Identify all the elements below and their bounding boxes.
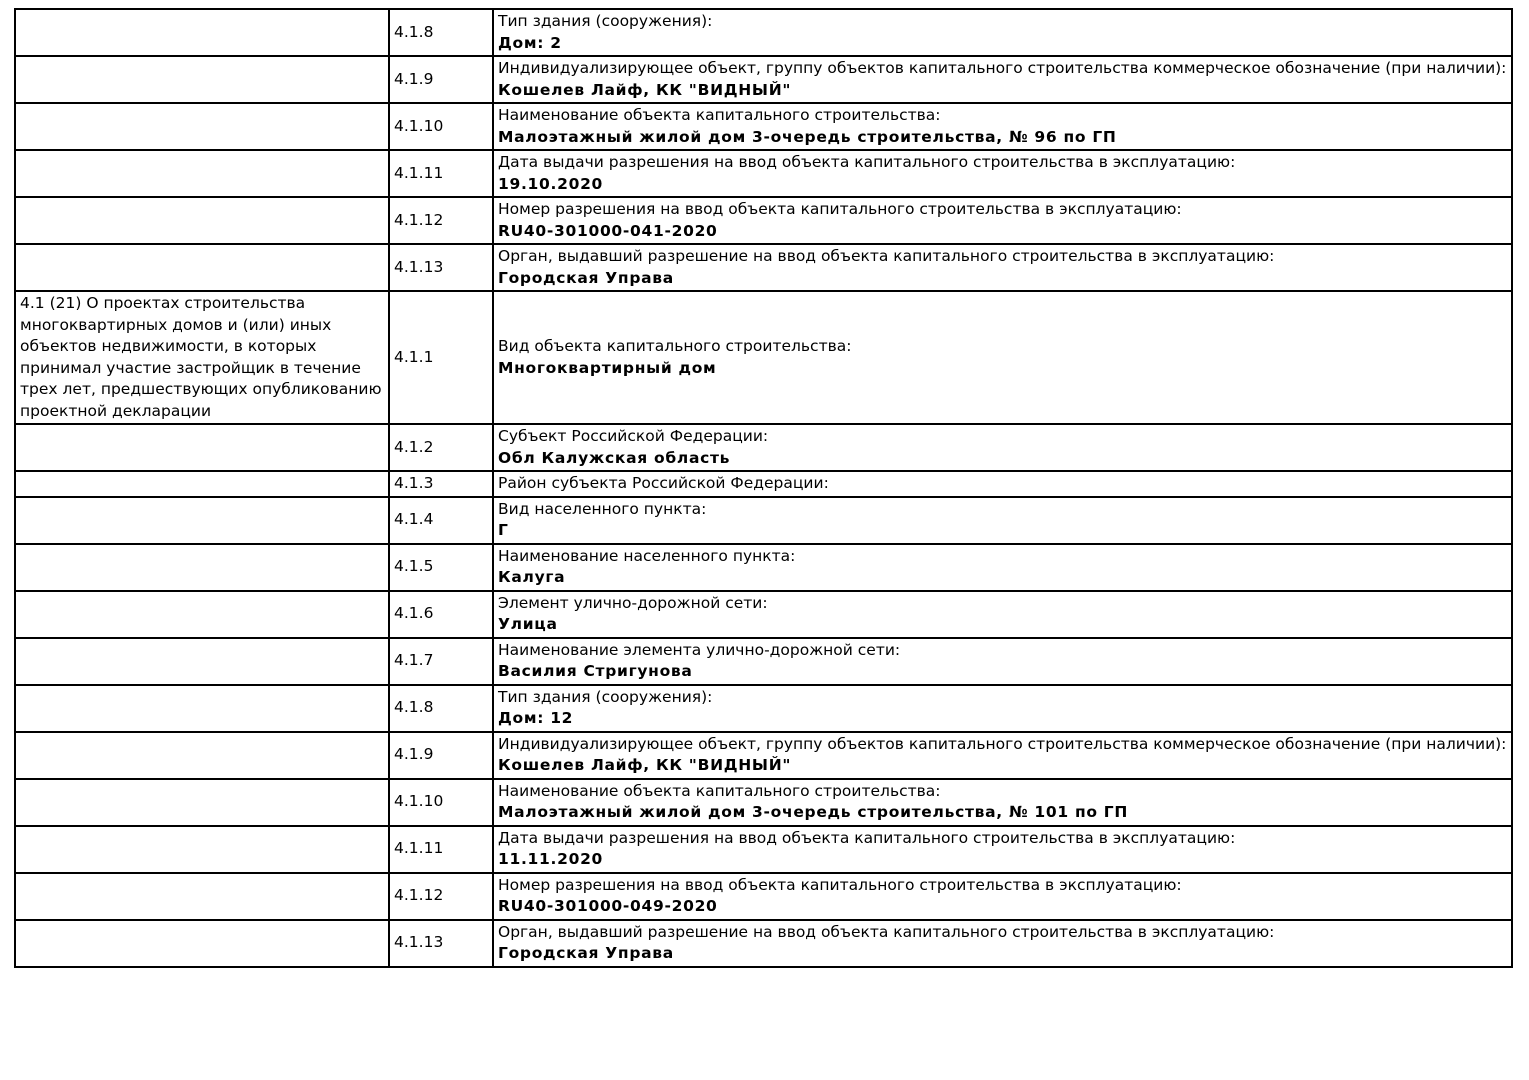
row-content-cell xyxy=(493,591,1512,638)
row-number-cell xyxy=(389,873,493,920)
row-number-cell xyxy=(389,244,493,291)
row-number: 4.1.2 xyxy=(394,437,434,456)
table-row xyxy=(15,732,1512,779)
row-number: 4.1.13 xyxy=(394,257,444,276)
section-cell xyxy=(15,544,389,591)
field-value: 19.10.2020 xyxy=(498,174,604,193)
row-number: 4.1.9 xyxy=(394,69,434,88)
table-row xyxy=(15,779,1512,826)
field-label: Дата выдачи разрешения на ввод объекта капитального строительства в эксплуатацию: xyxy=(498,828,1236,847)
row-number: 4.1.12 xyxy=(394,886,444,905)
row-content-cell xyxy=(493,873,1512,920)
section-cell xyxy=(15,497,389,544)
row-number: 4.1.5 xyxy=(394,557,434,576)
row-content-cell xyxy=(493,685,1512,732)
row-content-cell xyxy=(493,424,1512,471)
section-cell xyxy=(15,638,389,685)
field-value: Малоэтажный жилой дом 3-очередь строительства, № 96 по ГП xyxy=(498,127,1117,146)
table-row xyxy=(15,150,1512,197)
row-number-cell xyxy=(389,685,493,732)
row-number-cell xyxy=(389,497,493,544)
table-row xyxy=(15,103,1512,150)
row-content-cell xyxy=(493,103,1512,150)
section-cell xyxy=(15,244,389,291)
section-cell xyxy=(15,103,389,150)
row-number: 4.1.11 xyxy=(394,163,444,182)
table-row xyxy=(15,197,1512,244)
row-number-cell xyxy=(389,9,493,56)
row-number-cell xyxy=(389,471,493,497)
row-content-cell xyxy=(493,9,1512,56)
section-cell xyxy=(15,197,389,244)
row-content-cell xyxy=(493,150,1512,197)
row-content-cell xyxy=(493,732,1512,779)
table-row xyxy=(15,244,1512,291)
row-number: 4.1.7 xyxy=(394,651,434,670)
field-value: Городская Управа xyxy=(498,944,674,962)
section-cell xyxy=(15,150,389,197)
section-cell xyxy=(15,732,389,779)
table-row xyxy=(15,873,1512,920)
row-number: 4.1.12 xyxy=(394,210,444,229)
row-number-cell xyxy=(389,424,493,471)
field-value: Малоэтажный жилой дом 3-очередь строительства, № 101 по ГП xyxy=(498,803,1129,821)
field-value: Дом: 2 xyxy=(498,33,562,52)
row-number: 4.1.4 xyxy=(394,510,434,529)
table-row xyxy=(15,497,1512,544)
row-number-cell xyxy=(389,544,493,591)
row-number-cell xyxy=(389,779,493,826)
row-number-cell xyxy=(389,638,493,685)
row-content-cell xyxy=(493,56,1512,103)
field-value: Г xyxy=(498,521,509,539)
table-row xyxy=(15,471,1512,497)
section-cell xyxy=(15,685,389,732)
section-cell xyxy=(15,9,389,56)
table-row xyxy=(15,685,1512,732)
row-content-cell xyxy=(493,497,1512,544)
row-number: 4.1.10 xyxy=(394,792,444,811)
table-row xyxy=(15,9,1512,56)
field-label: Наименование элемента улично-дорожной сети: xyxy=(498,640,901,659)
section-label: 4.1 (21) О проектах строительства многоквартирных домов и (или) иных объектов недвижимости, в которых принимал участие застройщик в течение трех лет, предшествующих опубликованию проектной декларации xyxy=(20,294,382,420)
field-value: Обл Калужская область xyxy=(498,448,731,467)
row-number: 4.1.9 xyxy=(394,745,434,764)
table-row xyxy=(15,424,1512,471)
field-value: Василия Стригунова xyxy=(498,662,693,680)
section-cell xyxy=(15,826,389,873)
row-content-cell xyxy=(493,291,1512,424)
section-cell xyxy=(15,591,389,638)
row-content-cell xyxy=(493,779,1512,826)
row-content-cell xyxy=(493,638,1512,685)
row-number-cell xyxy=(389,150,493,197)
row-number: 4.1.8 xyxy=(394,22,434,41)
field-label: Орган, выдавший разрешение на ввод объекта капитального строительства в эксплуатацию: xyxy=(498,247,1275,265)
field-label: Район субъекта Российской Федерации: xyxy=(498,474,829,492)
row-number-cell xyxy=(389,197,493,244)
row-content-cell xyxy=(493,471,1512,497)
field-value: Кошелев Лайф, КК "ВИДНЫЙ" xyxy=(498,80,792,99)
section-cell xyxy=(15,424,389,471)
row-number: 4.1.3 xyxy=(394,474,434,492)
row-number-cell xyxy=(389,56,493,103)
field-label: Субъект Российской Федерации: xyxy=(498,427,769,445)
field-label: Индивидуализирующее объект, группу объектов капитального строительства коммерческое обозначение (при наличии): xyxy=(498,59,1507,77)
project-declaration-table xyxy=(14,8,1513,968)
row-number: 4.1.8 xyxy=(394,698,434,717)
row-content-cell xyxy=(493,544,1512,591)
field-label: Наименование объекта капитального строительства: xyxy=(498,781,941,800)
section-cell xyxy=(15,873,389,920)
field-label: Вид населенного пункта: xyxy=(498,499,707,518)
field-label: Дата выдачи разрешения на ввод объекта капитального строительства в эксплуатацию: xyxy=(498,153,1236,171)
section-cell xyxy=(15,56,389,103)
field-value: Многоквартирный дом xyxy=(498,358,717,377)
field-label: Наименование объекта капитального строительства: xyxy=(498,106,941,124)
row-number: 4.1.10 xyxy=(394,116,444,135)
field-label: Наименование населенного пункта: xyxy=(498,546,796,565)
row-number: 4.1.1 xyxy=(394,347,434,366)
row-number-cell xyxy=(389,920,493,967)
table-body xyxy=(15,9,1512,967)
section-cell xyxy=(15,779,389,826)
row-content-cell xyxy=(493,244,1512,291)
row-number-cell xyxy=(389,732,493,779)
row-number: 4.1.11 xyxy=(394,839,444,858)
row-number: 4.1.6 xyxy=(394,604,434,623)
field-value: RU40-301000-049-2020 xyxy=(498,897,718,915)
field-value: RU40-301000-041-2020 xyxy=(498,221,718,240)
field-value: Дом: 12 xyxy=(498,709,574,727)
field-label: Тип здания (сооружения): xyxy=(498,687,713,706)
field-label: Номер разрешения на ввод объекта капитального строительства в эксплуатацию: xyxy=(498,875,1182,894)
table-row xyxy=(15,920,1512,967)
field-label: Вид объекта капитального строительства: xyxy=(498,337,852,355)
row-content-cell xyxy=(493,826,1512,873)
field-label: Орган, выдавший разрешение на ввод объекта капитального строительства в эксплуатацию: xyxy=(498,922,1275,941)
table-row xyxy=(15,544,1512,591)
field-value: Улица xyxy=(498,615,558,633)
field-label: Номер разрешения на ввод объекта капитального строительства в эксплуатацию: xyxy=(498,200,1182,218)
section-cell xyxy=(15,471,389,497)
field-label: Элемент улично-дорожной сети: xyxy=(498,593,768,612)
field-value: Кошелев Лайф, КК "ВИДНЫЙ" xyxy=(498,756,792,774)
row-number-cell xyxy=(389,826,493,873)
table-row xyxy=(15,291,1512,424)
section-cell xyxy=(15,920,389,967)
field-label: Индивидуализирующее объект, группу объектов капитального строительства коммерческое обозначение (при наличии): xyxy=(498,734,1507,753)
field-value: 11.11.2020 xyxy=(498,850,604,868)
row-number-cell xyxy=(389,291,493,424)
field-value: Городская Управа xyxy=(498,268,674,287)
row-content-cell xyxy=(493,920,1512,967)
section-cell xyxy=(15,291,389,424)
row-number-cell xyxy=(389,591,493,638)
table-row xyxy=(15,56,1512,103)
table-row xyxy=(15,638,1512,685)
row-number-cell xyxy=(389,103,493,150)
field-value: Калуга xyxy=(498,568,566,586)
field-label: Тип здания (сооружения): xyxy=(498,12,713,30)
table-row xyxy=(15,591,1512,638)
table-row xyxy=(15,826,1512,873)
row-content-cell xyxy=(493,197,1512,244)
row-number: 4.1.13 xyxy=(394,933,444,952)
